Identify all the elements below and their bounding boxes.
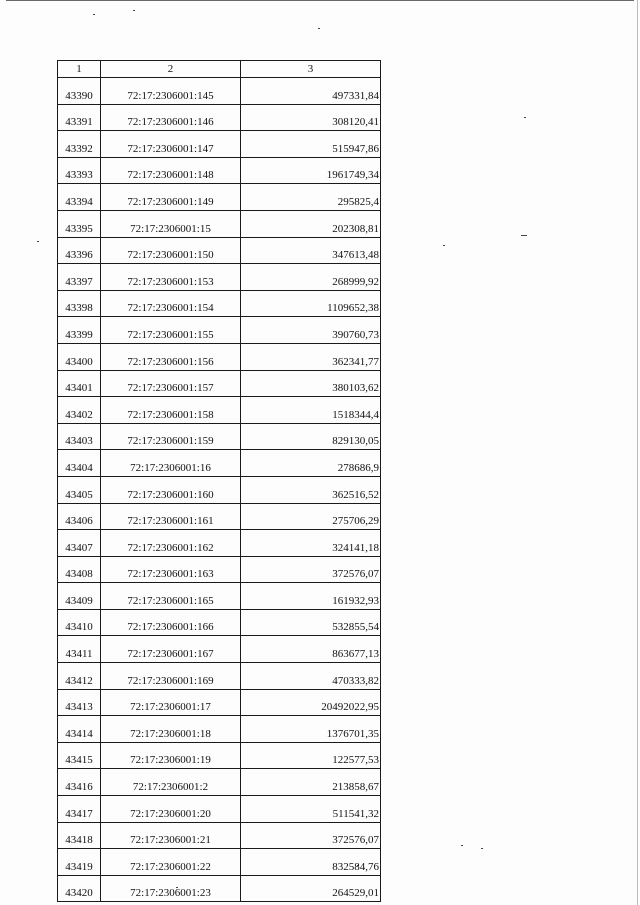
scan-speck (318, 28, 320, 29)
cadastral-number-cell: 72:17:2306001:160 (101, 476, 241, 503)
cadastral-value-cell: 829130,05 (241, 423, 381, 450)
cadastral-value-cell: 372576,07 (241, 822, 381, 849)
row-number-cell: 43415 (58, 742, 101, 769)
scan-speck (37, 241, 39, 242)
page-right-edge (637, 0, 638, 905)
row-number-cell: 43414 (58, 716, 101, 743)
table-row (58, 290, 381, 317)
cadastral-number-cell: 72:17:2306001:19 (101, 742, 241, 769)
cadastral-number-cell: 72:17:2306001:18 (101, 716, 241, 743)
cadastral-value-cell: 511541,32 (241, 796, 381, 823)
row-number-cell: 43399 (58, 317, 101, 344)
cadastral-value-cell: 275706,29 (241, 503, 381, 530)
cadastral-value-cell: 295825,4 (241, 184, 381, 211)
cadastral-value-cell: 532855,54 (241, 609, 381, 636)
row-number-cell: 43391 (58, 104, 101, 131)
cadastral-number-cell: 72:17:2306001:149 (101, 184, 241, 211)
table-row (58, 636, 381, 663)
cadastral-number-cell: 72:17:2306001:154 (101, 290, 241, 317)
cadastral-value-cell: 362516,52 (241, 476, 381, 503)
cadastral-value-cell: 1376701,35 (241, 716, 381, 743)
table-row (58, 423, 381, 450)
cadastral-value-cell: 1518344,4 (241, 397, 381, 424)
cadastral-number-cell: 72:17:2306001:153 (101, 264, 241, 291)
column-header-value: 3 (241, 61, 381, 78)
table-row (58, 849, 381, 876)
row-number-cell: 43393 (58, 157, 101, 184)
table-row (58, 184, 381, 211)
table-row (58, 343, 381, 370)
cadastral-value-cell: 122577,53 (241, 742, 381, 769)
row-number-cell: 43392 (58, 131, 101, 158)
cadastral-number-cell: 72:17:2306001:157 (101, 370, 241, 397)
row-number-cell: 43403 (58, 423, 101, 450)
scan-speck (133, 10, 135, 11)
scan-speck (521, 235, 527, 236)
cadastral-number-cell: 72:17:2306001:162 (101, 530, 241, 557)
row-number-cell: 43404 (58, 450, 101, 477)
column-header-number: 1 (58, 61, 101, 78)
scan-speck (524, 117, 526, 118)
table-row (58, 450, 381, 477)
cadastral-value-cell: 372576,07 (241, 556, 381, 583)
scan-speck (461, 845, 463, 846)
cadastral-number-cell: 72:17:2306001:21 (101, 822, 241, 849)
cadastral-value-table (57, 60, 381, 902)
row-number-cell: 43408 (58, 556, 101, 583)
cadastral-number-cell: 72:17:2306001:167 (101, 636, 241, 663)
cadastral-number-cell: 72:17:2306001:146 (101, 104, 241, 131)
cadastral-number-cell: 72:17:2306001:145 (101, 78, 241, 105)
row-number-cell: 43407 (58, 530, 101, 557)
row-number-cell: 43397 (58, 264, 101, 291)
row-number-cell: 43411 (58, 636, 101, 663)
table-row (58, 317, 381, 344)
row-number-cell: 43406 (58, 503, 101, 530)
cadastral-number-cell: 72:17:2306001:15 (101, 210, 241, 237)
cadastral-value-cell: 380103,62 (241, 370, 381, 397)
table-row (58, 742, 381, 769)
table-row (58, 769, 381, 796)
table-row (58, 663, 381, 690)
row-number-cell: 43396 (58, 237, 101, 264)
table-row (58, 237, 381, 264)
row-number-cell: 43398 (58, 290, 101, 317)
cadastral-value-cell: 470333,82 (241, 663, 381, 690)
cadastral-number-cell: 72:17:2306001:158 (101, 397, 241, 424)
cadastral-number-cell: 72:17:2306001:161 (101, 503, 241, 530)
column-header-cadastral-number: 2 (101, 61, 241, 78)
cadastral-number-cell: 72:17:2306001:155 (101, 317, 241, 344)
table-row (58, 370, 381, 397)
cadastral-value-cell: 390760,73 (241, 317, 381, 344)
table-row (58, 822, 381, 849)
cadastral-value-cell: 20492022,95 (241, 689, 381, 716)
cadastral-number-cell: 72:17:2306001:150 (101, 237, 241, 264)
scan-speck (443, 245, 445, 246)
table-row (58, 104, 381, 131)
cadastral-number-cell: 72:17:2306001:20 (101, 796, 241, 823)
table-row (58, 583, 381, 610)
row-number-cell: 43400 (58, 343, 101, 370)
row-number-cell: 43417 (58, 796, 101, 823)
cadastral-value-cell: 264529,01 (241, 875, 381, 902)
cadastral-value-cell: 202308,81 (241, 210, 381, 237)
table-row (58, 530, 381, 557)
cadastral-number-cell: 72:17:2306001:147 (101, 131, 241, 158)
cadastral-value-cell: 863677,13 (241, 636, 381, 663)
row-number-cell: 43402 (58, 397, 101, 424)
cadastral-number-cell: 72:17:2306001:156 (101, 343, 241, 370)
cadastral-value-cell: 362341,77 (241, 343, 381, 370)
table-row (58, 476, 381, 503)
row-number-cell: 43418 (58, 822, 101, 849)
cadastral-number-cell: 72:17:2306001:169 (101, 663, 241, 690)
cadastral-number-cell: 72:17:2306001:159 (101, 423, 241, 450)
table-row (58, 503, 381, 530)
scan-speck (93, 14, 95, 15)
row-number-cell: 43413 (58, 689, 101, 716)
row-number-cell: 43420 (58, 875, 101, 902)
cadastral-value-cell: 278686,9 (241, 450, 381, 477)
cadastral-number-cell: 72:17:2306001:148 (101, 157, 241, 184)
cadastral-number-cell: 72:17:2306001:23 (101, 875, 241, 902)
table-row (58, 689, 381, 716)
cadastral-value-cell: 1109652,38 (241, 290, 381, 317)
table-row (58, 875, 381, 902)
cadastral-value-cell: 1961749,34 (241, 157, 381, 184)
table-row (58, 397, 381, 424)
table-row (58, 609, 381, 636)
page-top-edge (6, 0, 634, 1)
table-row (58, 716, 381, 743)
row-number-cell: 43401 (58, 370, 101, 397)
cadastral-number-cell: 72:17:2306001:165 (101, 583, 241, 610)
table-body (58, 78, 381, 902)
row-number-cell: 43416 (58, 769, 101, 796)
cadastral-value-cell: 268999,92 (241, 264, 381, 291)
row-number-cell: 43410 (58, 609, 101, 636)
table-row (58, 796, 381, 823)
row-number-cell: 43390 (58, 78, 101, 105)
table-row (58, 78, 381, 105)
table-row (58, 131, 381, 158)
cadastral-number-cell: 72:17:2306001:2 (101, 769, 241, 796)
scan-speck (481, 848, 483, 849)
cadastral-number-cell: 72:17:2306001:166 (101, 609, 241, 636)
cadastral-value-cell: 497331,84 (241, 78, 381, 105)
cadastral-value-cell: 213858,67 (241, 769, 381, 796)
row-number-cell: 43409 (58, 583, 101, 610)
row-number-cell: 43412 (58, 663, 101, 690)
cadastral-number-cell: 72:17:2306001:17 (101, 689, 241, 716)
cadastral-value-cell: 515947,86 (241, 131, 381, 158)
table-row (58, 264, 381, 291)
row-number-cell: 43394 (58, 184, 101, 211)
cadastral-number-cell: 72:17:2306001:16 (101, 450, 241, 477)
cadastral-value-cell: 308120,41 (241, 104, 381, 131)
cadastral-number-cell: 72:17:2306001:22 (101, 849, 241, 876)
cadastral-value-cell: 832584,76 (241, 849, 381, 876)
table-header-row (58, 61, 381, 78)
row-number-cell: 43419 (58, 849, 101, 876)
cadastral-value-cell: 324141,18 (241, 530, 381, 557)
row-number-cell: 43395 (58, 210, 101, 237)
table-row (58, 556, 381, 583)
cadastral-value-cell: 161932,93 (241, 583, 381, 610)
cadastral-value-cell: 347613,48 (241, 237, 381, 264)
table-row (58, 157, 381, 184)
row-number-cell: 43405 (58, 476, 101, 503)
cadastral-number-cell: 72:17:2306001:163 (101, 556, 241, 583)
table-row (58, 210, 381, 237)
